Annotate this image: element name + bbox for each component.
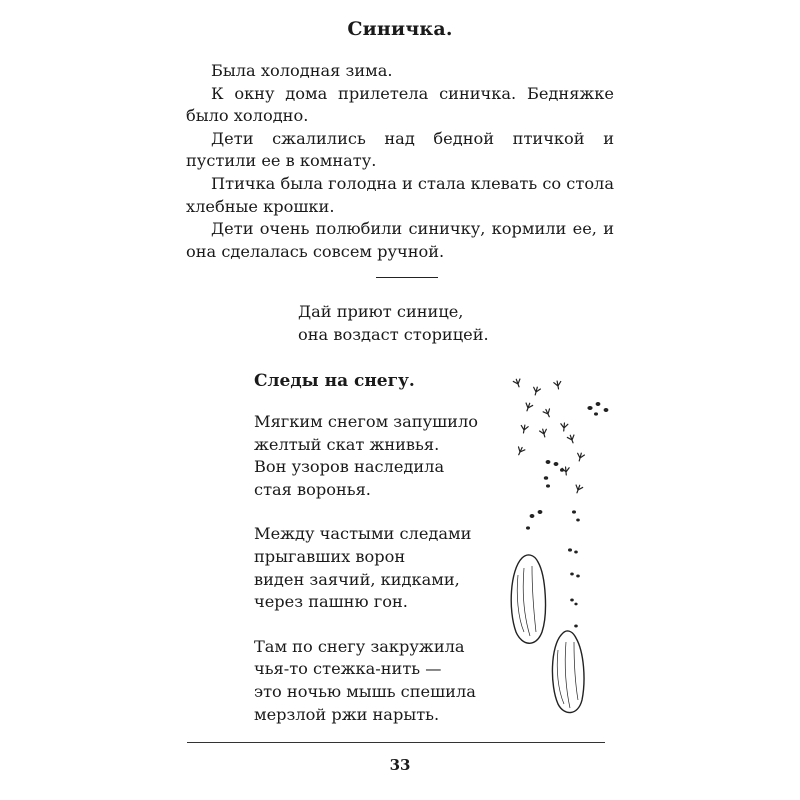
footer-divider [187,742,605,743]
poem-line: Вон узоров наследила [254,457,445,477]
story-paragraph: Птичка была голодна и стала клевать со стола хлебные крошки. [186,173,614,216]
story-paragraph: Дети очень полюбили синичку, кормили ее, и она сделалась совсем ручной. [186,219,614,261]
poem-line: Мягким снегом запушило [254,412,478,431]
story-paragraph: Была холодная зима. [211,61,393,80]
poem-line: чья-то стежка-нить — [254,659,442,679]
poem-line: прыгавших ворон [254,546,406,566]
proverb-line: Дай приют синице, [298,302,464,321]
poem-line: это ночью мышь спешила [254,681,476,701]
story-paragraph: Дети сжалились над бедной птичкой и пустили ее в комнату. [186,128,614,171]
story-text [186,60,614,263]
proverb-line: она воздаст сторицей. [298,324,489,344]
poem-stanza [254,411,478,501]
poem-title: Следы на снегу. [254,371,415,391]
story-paragraph: К окну дома прилетела синичка. Бедняжке было холодно. [186,83,614,126]
animal-tracks-icon [500,370,620,730]
poem-line: Там по снегу закружила [254,636,465,656]
poem-line: через пашню гон. [254,592,408,612]
page-number: 33 [389,756,411,774]
section-divider [376,277,438,278]
poem-line: желтый скат жнивья. [254,434,440,454]
poem-line: стая воронья. [254,479,371,499]
story-title: Синичка. [347,18,453,40]
poem-stanza [254,523,478,613]
poem-line: Между частыми следами [254,524,472,544]
poem-line: виден заячий, кидками, [254,569,460,589]
poem [254,411,478,748]
poem-stanza [254,636,478,726]
proverb [298,301,489,346]
poem-line: мерзлой ржи нарыть. [254,704,440,724]
